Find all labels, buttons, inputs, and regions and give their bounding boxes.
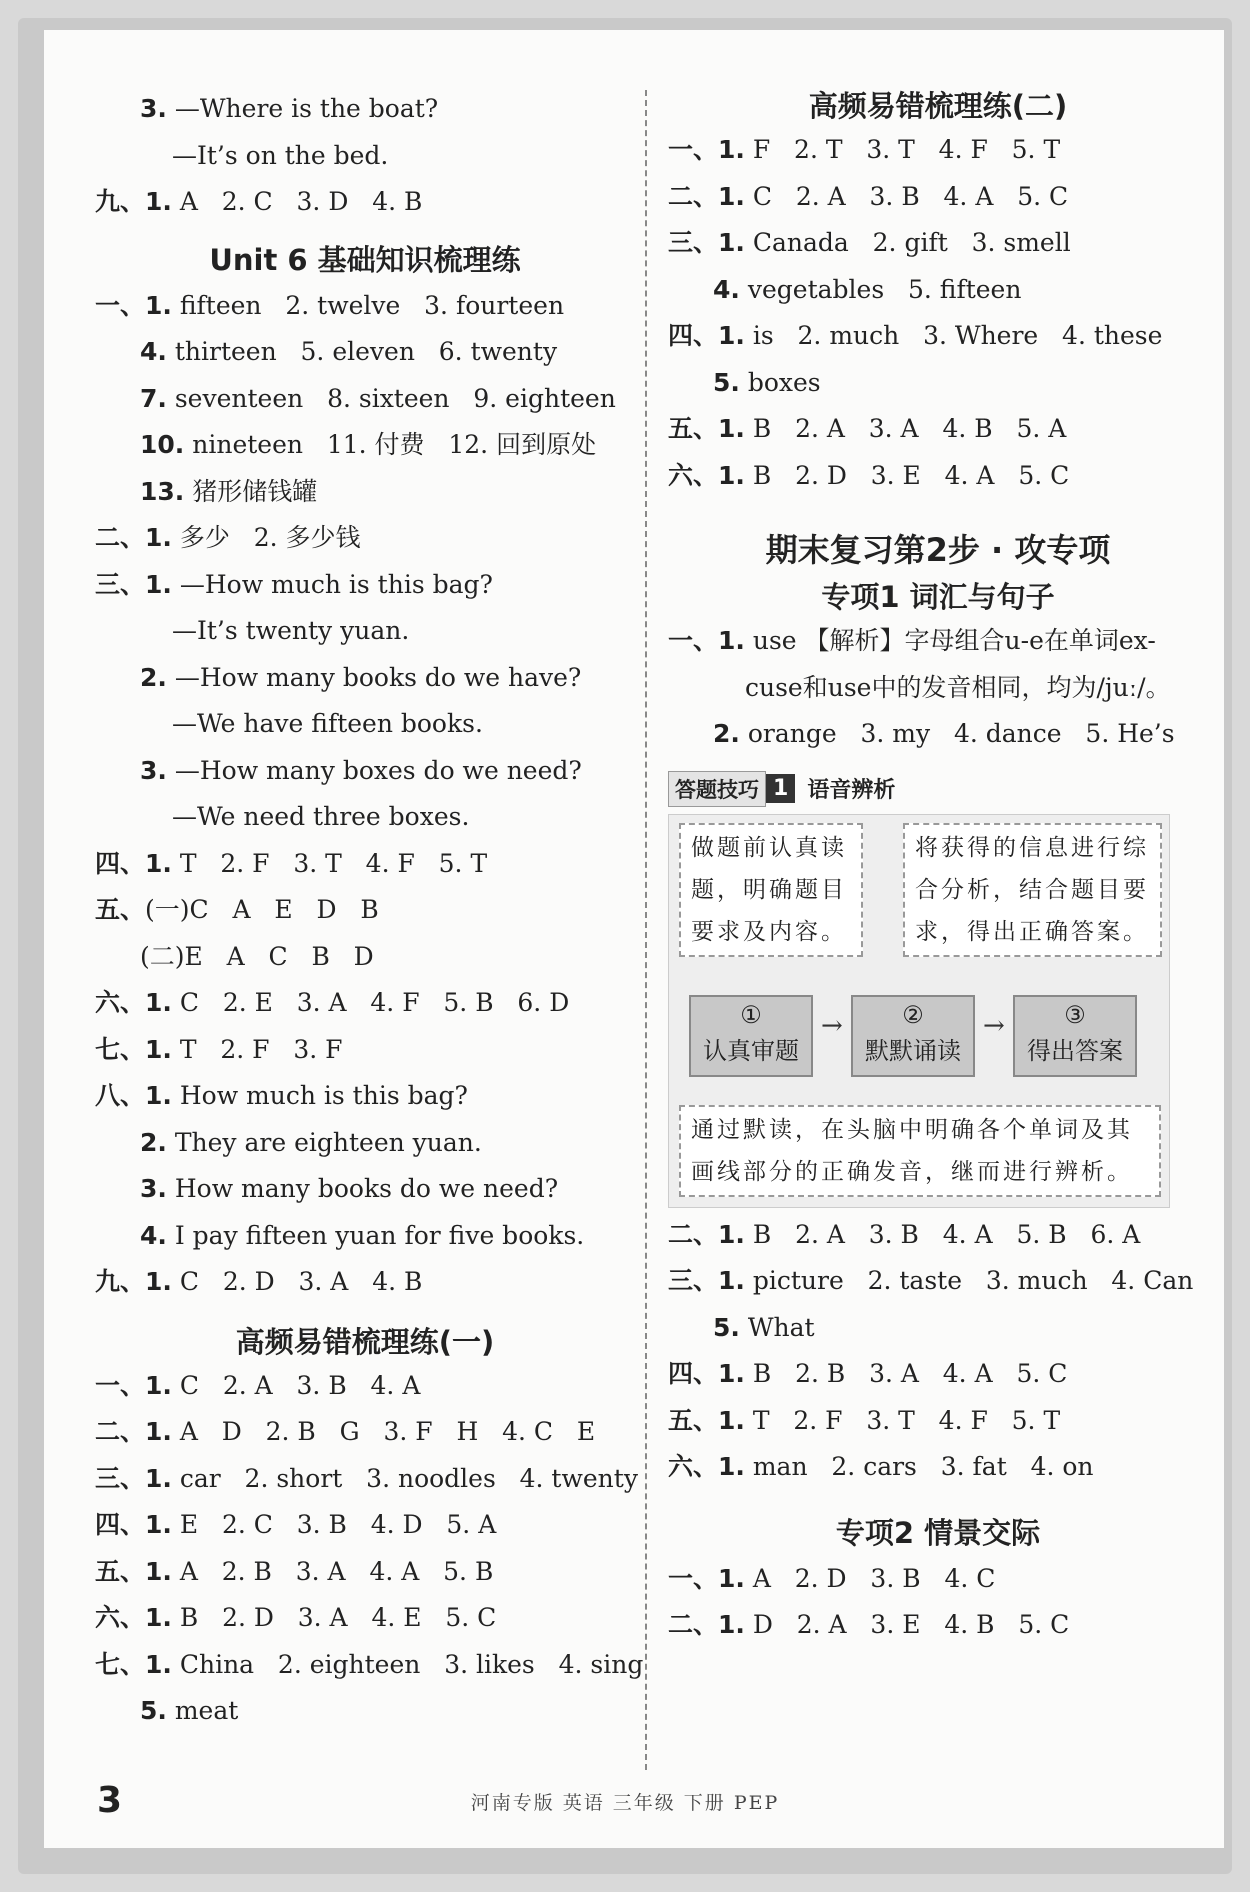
item-number: 5. bbox=[140, 1696, 167, 1725]
answer-line bbox=[668, 453, 1208, 500]
answer-tips bbox=[668, 772, 1208, 1212]
item-number: 二、1. bbox=[668, 1219, 745, 1249]
answer-line bbox=[95, 1259, 635, 1306]
answer-line bbox=[668, 1258, 1208, 1305]
answer-line bbox=[95, 1363, 635, 1410]
item-number: 2. bbox=[140, 662, 167, 692]
answer-text: thirteen 5. eleven 6. twenty bbox=[166, 337, 558, 366]
answer-line bbox=[668, 220, 1208, 267]
item-number: 七、1. bbox=[95, 1034, 172, 1064]
answer-line bbox=[95, 1502, 635, 1549]
answer-line bbox=[668, 406, 1208, 453]
item-number: 4. bbox=[140, 1220, 167, 1250]
step-3-num: ③ bbox=[1064, 1000, 1086, 1029]
arrow-right-icon: → bbox=[821, 1010, 843, 1041]
tip-box-silent-read: 通过默读，在头脑中明确各个单词及其画线部分的正确发音，继而进行辨析。 bbox=[679, 1105, 1161, 1197]
item-number: 六、1. bbox=[95, 988, 172, 1017]
item-number: 2. bbox=[713, 719, 740, 748]
item-number: 三、1. bbox=[668, 1266, 745, 1295]
answer-line bbox=[668, 711, 1208, 758]
item-number: 四、1. bbox=[668, 321, 745, 350]
hf1-answers bbox=[95, 1363, 644, 1735]
answer-line bbox=[95, 1642, 644, 1689]
answer-text: They are eighteen yuan. bbox=[166, 1127, 482, 1157]
item-number: 五、1. bbox=[95, 1556, 172, 1586]
tips-number: 1 bbox=[766, 774, 795, 803]
answer-text: cuse和use中的发音相同，均为/juː/。 bbox=[745, 672, 1171, 702]
answer-text: What bbox=[739, 1312, 815, 1342]
item-number: 七、1. bbox=[95, 1649, 172, 1679]
answer-text: Canada 2. gift 3. smell bbox=[744, 228, 1071, 257]
answer-text: —Where is the boat? bbox=[166, 94, 439, 123]
answer-line bbox=[95, 86, 635, 133]
answer-line bbox=[95, 422, 635, 469]
tip-box-analyze: 将获得的信息进行综合分析，结合题目要求，得出正确答案。 bbox=[903, 823, 1162, 957]
step-2-num: ② bbox=[902, 1000, 924, 1029]
answer-line bbox=[95, 1549, 635, 1596]
tips-title: 语音辨析 bbox=[807, 778, 896, 803]
answer-text: 猪形储钱罐 bbox=[184, 476, 318, 506]
answer-line bbox=[95, 1409, 635, 1456]
answer-line bbox=[668, 1398, 1208, 1445]
answer-text: —How many books do we have? bbox=[166, 662, 582, 692]
answer-line bbox=[668, 665, 1208, 712]
answer-line bbox=[95, 1166, 635, 1213]
topic1-answers bbox=[668, 618, 1208, 758]
item-number: 九、1. bbox=[95, 1267, 172, 1296]
topic2-answers bbox=[668, 1556, 1208, 1649]
item-number: 五、1. bbox=[668, 1405, 745, 1435]
answer-line bbox=[668, 174, 1208, 221]
item-number: 5. bbox=[713, 1312, 740, 1342]
item-number: 4. bbox=[713, 274, 740, 304]
answer-text: picture 2. taste 3. much 4. Can bbox=[744, 1266, 1194, 1295]
answer-text: B 2. A 3. A 4. B 5. A bbox=[744, 414, 1067, 443]
item-number: 一、1. bbox=[668, 1563, 745, 1593]
answer-line bbox=[95, 887, 635, 934]
answer-line bbox=[95, 515, 635, 562]
final-review-heading: 期末复习第2步 · 攻专项 bbox=[765, 531, 1111, 569]
item-number: 一、1. bbox=[95, 290, 172, 320]
answer-line bbox=[95, 794, 635, 841]
answer-text: —It’s twenty yuan. bbox=[172, 616, 410, 645]
answer-text: C 2. A 3. B 4. A 5. C bbox=[744, 181, 1069, 211]
step-2 bbox=[851, 995, 975, 1077]
tips-tag: 答题技巧 bbox=[668, 771, 766, 807]
item-number: 六、1. bbox=[668, 460, 745, 490]
item-number: 3. bbox=[140, 755, 167, 785]
item-number: 二、1. bbox=[95, 1417, 172, 1446]
answer-line bbox=[95, 329, 635, 376]
answer-line bbox=[95, 1213, 635, 1260]
step-1-num: ① bbox=[740, 1000, 762, 1029]
answer-text: meat bbox=[166, 1696, 239, 1725]
hf1-heading: 高频易错梳理练(一) bbox=[235, 1324, 495, 1359]
answer-text: F 2. T 3. T 4. F 5. T bbox=[744, 135, 1061, 164]
arrow-right-icon: → bbox=[983, 1010, 1005, 1041]
right-column bbox=[668, 86, 1208, 1649]
answer-text: nineteen 11. 付费 12. 回到原处 bbox=[184, 430, 597, 459]
hf2-heading: 高频易错梳理练(二) bbox=[808, 89, 1068, 123]
item-number: 3. bbox=[140, 94, 167, 123]
item-number: 五、1. bbox=[668, 414, 745, 443]
tips-panel bbox=[668, 814, 1170, 1208]
answer-text: I pay fifteen yuan for five books. bbox=[166, 1220, 585, 1250]
answer-text: A 2. C 3. D 4. B bbox=[171, 187, 423, 216]
answer-text: B 2. B 3. A 4. A 5. C bbox=[744, 1359, 1068, 1388]
answer-text: T 2. F 3. T 4. F 5. T bbox=[744, 1405, 1061, 1435]
unit6-heading: Unit 6 基础知识梳理练 bbox=[209, 242, 521, 277]
answer-line bbox=[95, 1595, 635, 1642]
item-number: 三、1. bbox=[668, 228, 745, 257]
topic1-heading: 专项1 词汇与句子 bbox=[821, 580, 1055, 614]
answer-text: A 2. D 3. B 4. C bbox=[744, 1563, 996, 1593]
item-number: 一、1. bbox=[668, 626, 745, 655]
topic1-answers-2 bbox=[668, 1212, 1208, 1491]
answer-text: A D 2. B G 3. F H 4. C E bbox=[171, 1417, 596, 1446]
answer-line bbox=[95, 980, 635, 1027]
answer-text: seventeen 8. sixteen 9. eighteen bbox=[166, 383, 616, 413]
answer-line bbox=[668, 127, 1208, 174]
item-number: 八、1. bbox=[95, 1081, 172, 1110]
item-number: 7. bbox=[140, 383, 167, 413]
answer-text: fifteen 2. twelve 3. fourteen bbox=[171, 290, 565, 320]
left-top-answers bbox=[95, 86, 635, 226]
item-number: 10. bbox=[140, 430, 185, 459]
answer-text: D 2. A 3. E 4. B 5. C bbox=[744, 1610, 1070, 1639]
answer-line bbox=[95, 841, 635, 888]
topic2-heading: 专项2 情景交际 bbox=[835, 1515, 1041, 1550]
answer-line bbox=[668, 1602, 1208, 1649]
answer-text: —How many boxes do we need? bbox=[166, 755, 582, 785]
answer-line bbox=[668, 1556, 1208, 1603]
answer-line bbox=[95, 934, 635, 981]
tip-box-read: 做题前认真读题，明确题目要求及内容。 bbox=[679, 823, 863, 957]
answer-line bbox=[95, 179, 635, 226]
answer-line bbox=[668, 360, 1208, 407]
item-number: 2. bbox=[140, 1127, 167, 1157]
answer-line bbox=[95, 1027, 635, 1074]
item-number: 六、1. bbox=[95, 1603, 172, 1632]
answer-line bbox=[95, 1456, 638, 1503]
answer-text: vegetables 5. fifteen bbox=[739, 274, 1022, 304]
answer-line bbox=[668, 313, 1208, 360]
item-number: 4. bbox=[140, 337, 167, 366]
item-number: 3. bbox=[140, 1174, 167, 1203]
hf2-answers bbox=[668, 127, 1208, 499]
answer-text: 多少 2. 多少钱 bbox=[171, 523, 361, 552]
item-number: 五、 bbox=[95, 895, 146, 924]
answer-text: B 2. D 3. A 4. E 5. C bbox=[171, 1603, 497, 1632]
item-number: 六、1. bbox=[668, 1452, 745, 1481]
column-divider bbox=[645, 90, 647, 1770]
item-number: 一、1. bbox=[95, 1370, 172, 1400]
answer-text: How much is this bag? bbox=[171, 1081, 468, 1110]
answer-text: —We need three boxes. bbox=[172, 802, 470, 831]
answer-text: —How much is this bag? bbox=[171, 569, 493, 599]
page-footer: 河南专版 英语 三年级 下册 PEP bbox=[470, 1792, 780, 1814]
answer-text: B 2. A 3. B 4. A 5. B 6. A bbox=[744, 1219, 1141, 1249]
answer-text: is 2. much 3. Where 4. these bbox=[744, 321, 1163, 350]
answer-line bbox=[668, 1351, 1208, 1398]
answer-text: C 2. A 3. B 4. A bbox=[171, 1370, 421, 1400]
answer-line bbox=[95, 562, 635, 609]
answer-text: (二)E A C B D bbox=[140, 941, 374, 971]
answer-text: orange 3. my 4. dance 5. He’s bbox=[739, 719, 1175, 748]
answer-text: T 2. F 3. T 4. F 5. T bbox=[171, 848, 488, 878]
item-number: 四、1. bbox=[668, 1359, 745, 1388]
answer-line bbox=[95, 376, 635, 423]
item-number: 三、1. bbox=[95, 569, 172, 599]
answer-line bbox=[95, 1120, 635, 1167]
answer-line bbox=[95, 1073, 635, 1120]
answer-line bbox=[95, 748, 635, 795]
item-number: 二、1. bbox=[668, 181, 745, 211]
step-1 bbox=[689, 995, 813, 1077]
answer-text: T 2. F 3. F bbox=[171, 1034, 343, 1064]
item-number: 13. bbox=[140, 476, 185, 506]
step-3-label: 得出答案 bbox=[1027, 1036, 1123, 1065]
step-3 bbox=[1013, 995, 1137, 1077]
answer-text: C 2. D 3. A 4. B bbox=[171, 1267, 423, 1296]
answer-text: car 2. short 3. noodles 4. twenty bbox=[171, 1463, 638, 1493]
answer-text: China 2. eighteen 3. likes 4. sing bbox=[171, 1649, 644, 1679]
left-column bbox=[95, 86, 644, 1735]
answer-line bbox=[668, 1444, 1208, 1491]
answer-text: boxes bbox=[739, 367, 821, 397]
answer-line bbox=[95, 701, 635, 748]
answer-text: man 2. cars 3. fat 4. on bbox=[744, 1452, 1094, 1481]
answer-text: —We have fifteen books. bbox=[172, 709, 483, 738]
answer-line bbox=[668, 1212, 1208, 1259]
item-number: 5. bbox=[713, 367, 740, 397]
answer-text: How many books do we need? bbox=[166, 1174, 559, 1203]
answer-line bbox=[95, 469, 635, 516]
item-number: 四、1. bbox=[95, 1510, 172, 1539]
answer-text: —It’s on the bed. bbox=[172, 140, 389, 170]
answer-text: A 2. B 3. A 4. A 5. B bbox=[171, 1556, 494, 1586]
answer-text: C 2. E 3. A 4. F 5. B 6. D bbox=[171, 988, 570, 1017]
item-number: 四、1. bbox=[95, 848, 172, 878]
step-2-label: 默默诵读 bbox=[865, 1036, 961, 1065]
answer-line bbox=[95, 133, 635, 180]
answer-line bbox=[95, 283, 635, 330]
unit6-answers bbox=[95, 283, 635, 1306]
item-number: 二、1. bbox=[95, 523, 172, 552]
answer-line bbox=[95, 1688, 635, 1735]
page-number: 3 bbox=[97, 1780, 123, 1821]
step-1-label: 认真审题 bbox=[703, 1036, 799, 1065]
item-number: 九、1. bbox=[95, 187, 172, 216]
answer-line bbox=[668, 267, 1208, 314]
answer-line bbox=[668, 618, 1208, 665]
answer-line bbox=[95, 608, 635, 655]
item-number: 一、1. bbox=[668, 135, 745, 164]
answer-text: B 2. D 3. E 4. A 5. C bbox=[744, 460, 1070, 490]
item-number: 二、1. bbox=[668, 1610, 745, 1639]
answer-text: use 【解析】字母组合u-e在单词ex- bbox=[744, 626, 1156, 655]
answer-line bbox=[95, 655, 635, 702]
item-number: 三、1. bbox=[95, 1463, 172, 1493]
answer-text: (一)C A E D B bbox=[145, 895, 379, 924]
answer-text: E 2. C 3. B 4. D 5. A bbox=[171, 1510, 497, 1539]
tips-label bbox=[668, 772, 1208, 806]
answer-line bbox=[668, 1305, 1208, 1352]
